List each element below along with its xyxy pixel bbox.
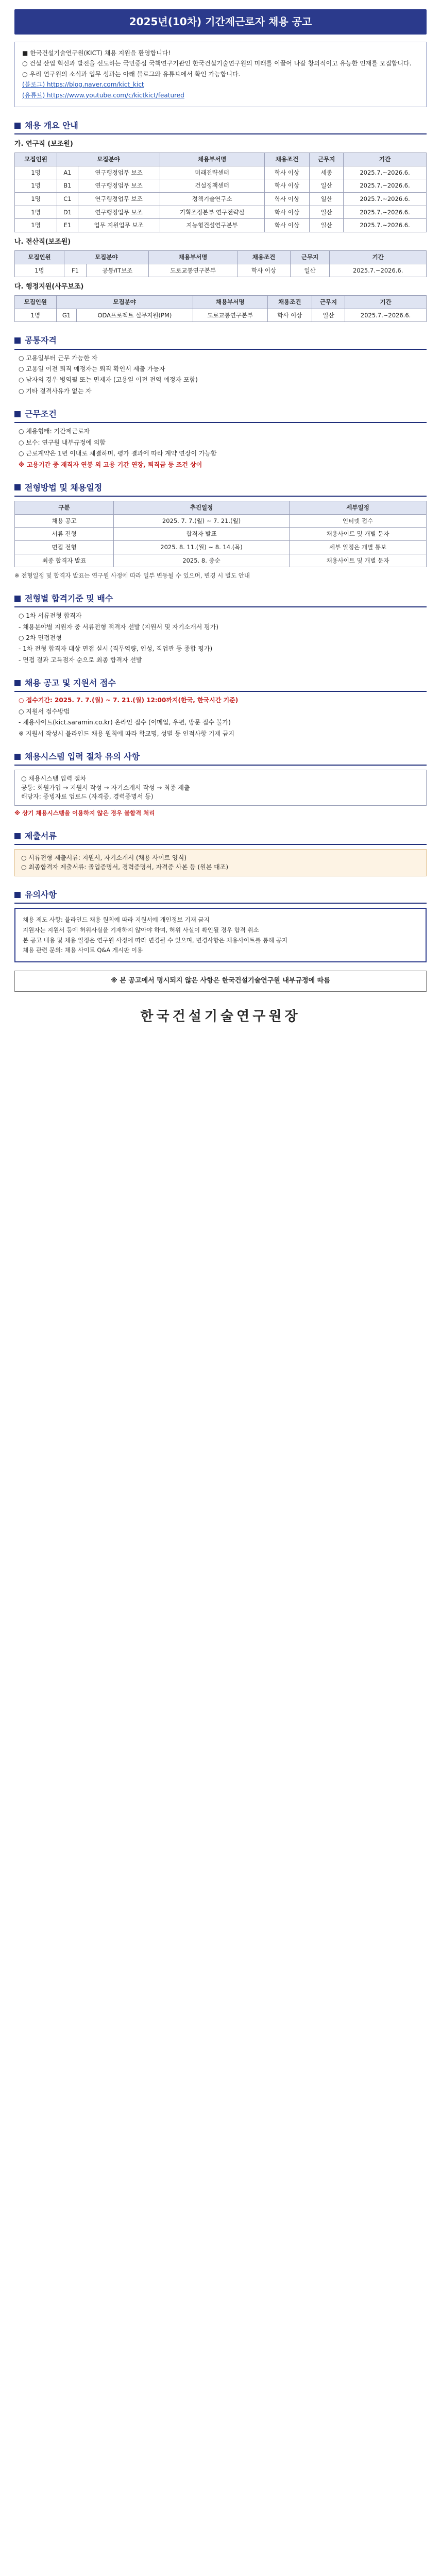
table-row: 1명 D1 연구행정업무 보조 기획조정본부 연구전략실 학사 이상 일산 2025.7.~2026.6. xyxy=(15,206,427,219)
documents-box xyxy=(14,849,427,876)
sub-title-research: 가. 연구직 (보조원) xyxy=(14,140,73,148)
square-icon xyxy=(14,596,21,602)
square-icon xyxy=(14,484,21,490)
application-item: ※ 지원서 작성시 블라인드 채용 원칙에 따라 학교명, 성별 등 인적사항 기재 금지 xyxy=(19,730,234,737)
square-icon xyxy=(14,833,21,839)
square-icon xyxy=(14,892,21,898)
application-period: ○ 접수기간: 2025. 7. 7.(월) ~ 7. 21.(월) 12:00까지(한국, 한국시간 기준) xyxy=(19,697,239,704)
table-row: 최종 합격자 발표 2025. 8. 중순 채용사이트 및 개별 문자 xyxy=(15,554,427,567)
schedule-table: 구분 추진일정 세부일정 채용 공고 2025. 7. 7.(월) ~ 7. 21.(월) 인터넷 접수 서류 전형 합격자 발표 채용사이트 및 개별 문자 면접 전형 2025. 8. 11.(월) ~ 8. 14.(목) 세부 일정은 개별 통보 최종 합격자 발표 2025. 8. 중순 채용사이트 및 개별 문자 xyxy=(14,501,427,567)
condition-item: ○ 보수: 연구원 내부규정에 의함 xyxy=(19,438,106,446)
section-title-documents: 제출서류 xyxy=(14,827,427,845)
table-header: 채용부서명 xyxy=(160,152,264,166)
criteria-item: - 면접 결과 고득점자 순으로 최종 합격자 선발 xyxy=(19,656,142,664)
table-header: 기간 xyxy=(344,152,427,166)
square-icon xyxy=(14,754,21,760)
system-box xyxy=(14,770,427,806)
criteria-item: ○ 2차 면접전형 xyxy=(19,634,62,642)
page-title: 2025년(10차) 기간제근로자 채용 공고 xyxy=(14,9,427,35)
table-row: 면접 전형 2025. 8. 11.(월) ~ 8. 14.(목) 세부 일정은 개별 통보 xyxy=(15,541,427,554)
system-note: ※ 상기 채용시스템을 이용하지 않은 경우 불합격 처리 xyxy=(14,809,155,817)
documents-item: ○ 서류전형 제출서류: 지원서, 자기소개서 (채용 사이트 양식) xyxy=(21,854,187,862)
criteria-item: - 채용분야별 지원자 중 서류전형 적격자 선발 (지원서 및 자기소개서 평가) xyxy=(19,623,219,631)
system-item: 공통: 회원가입 → 지원서 작성 → 자기소개서 작성 → 최종 제출 xyxy=(21,784,190,791)
square-icon xyxy=(14,337,21,344)
table-row: 1명 B1 연구행정업무 보조 건설정책센터 학사 이상 일산 2025.7.~2026.6. xyxy=(15,179,427,193)
table-header: 채용조건 xyxy=(264,152,310,166)
table-row: 1명 E1 업무 지원업무 보조 지능형건설연구본부 학사 이상 일산 2025.7.~2026.6. xyxy=(15,219,427,232)
table-header: 모집인원 xyxy=(15,152,57,166)
qualification-item: ○ 남자의 경우 병역필 또는 면제자 (고용일 이전 전역 예정자 포함) xyxy=(19,376,198,384)
it-table: 모집인원 모집분야 채용부서명 채용조건 근무지 기간 1명 F1 공통/IT보조 도로교통연구본부 학사 이상 일산 2025.7.~2026.6. xyxy=(14,250,427,277)
final-notice: ※ 본 공고에서 명시되지 않은 사항은 한국건설기술연구원 내부규정에 따름 xyxy=(14,971,427,992)
criteria-item: ○ 1차 서류전형 합격자 xyxy=(19,612,82,620)
qualification-item: ○ 고용일 이전 퇴직 예정자는 퇴직 확인서 제출 가능자 xyxy=(19,365,165,372)
condition-item: ○ 근로계약은 1년 이내로 체결하며, 평가 결과에 따라 계약 연장이 가능함 xyxy=(19,450,217,457)
intro-line: ○ 우리 연구원의 소식과 업무 성과는 아래 블로그와 유튜브에서 확인 가능합니다. xyxy=(22,70,241,78)
section-title-qualification: 공통자격 xyxy=(14,331,427,349)
caution-item: 지원자는 지원서 등에 허위사실을 기재하지 않아야 하며, 허위 사실이 확인될 경우 합격 취소 xyxy=(23,926,259,934)
system-item: 해당자: 증빙자료 업로드 (자격증, 경력증명서 등) xyxy=(21,792,154,800)
section-title-schedule: 전형방법 및 채용일정 xyxy=(14,479,427,497)
criteria-item: - 1차 전형 합격자 대상 면접 실시 (직무역량, 인성, 직업관 등 종합 평가) xyxy=(19,645,213,653)
system-item: ○ 채용시스템 입력 절차 xyxy=(21,775,87,783)
section-title-criteria: 전형별 합격기준 및 배수 xyxy=(14,589,427,607)
table-header: 근무지 xyxy=(310,152,344,166)
table-row: 채용 공고 2025. 7. 7.(월) ~ 7. 21.(월) 인터넷 접수 xyxy=(15,514,427,528)
caution-box xyxy=(14,908,427,962)
section-title-application: 채용 공고 및 지원서 접수 xyxy=(14,674,427,692)
section-title-caution: 유의사항 xyxy=(14,886,427,904)
section-title-conditions: 근무조건 xyxy=(14,405,427,423)
section-title-overview: 채용 개요 안내 xyxy=(14,116,427,134)
square-icon xyxy=(14,123,21,129)
table-header: 모집분야 xyxy=(57,152,160,166)
documents-item: ○ 최종합격자 제출서류: 졸업증명서, 경력증명서, 자격증 사본 등 (원본 대조) xyxy=(21,863,229,871)
square-icon xyxy=(14,411,21,417)
intro-box xyxy=(14,42,427,107)
caution-item: 채용 제도 사항: 블라인드 채용 원칙에 따라 지원서에 개인정보 기재 금지 xyxy=(23,916,210,924)
sub-title-admin: 다. 행정지원(사무보조) xyxy=(14,283,84,291)
qualification-item: ○ 고용일부터 근무 가능한 자 xyxy=(19,354,98,362)
table-row: 1명 C1 연구행정업무 보조 정책기술연구소 학사 이상 일산 2025.7.~2026.6. xyxy=(15,193,427,206)
sub-title-it: 나. 전산직(보조원) xyxy=(14,238,71,246)
condition-note: ※ 고용기간 중 재직자 연봉 외 고용 기간 연장, 퇴직금 등 조건 상이 xyxy=(19,461,202,468)
intro-line: ○ 건설 산업 혁신과 발전을 선도하는 국민중심 국책연구기관인 한국건설기술연구원의 미래를 이끌어 나갈 창의적이고 유능한 인재를 모집합니다. xyxy=(22,60,412,67)
table-row: 1명 F1 공통/IT보조 도로교통연구본부 학사 이상 일산 2025.7.~2026.6. xyxy=(15,264,427,277)
caution-item: 본 공고 내용 및 채용 일정은 연구원 사정에 따라 변경될 수 있으며, 변경사항은 채용사이트를 통해 공지 xyxy=(23,936,287,944)
qualification-item: ○ 기타 결격사유가 없는 자 xyxy=(19,387,92,395)
table-row: 1명 G1 ODA프로젝트 실무지원(PM) 도로교통연구본부 학사 이상 일산 2025.7.~2026.6. xyxy=(15,309,427,322)
schedule-note: ※ 전형일정 및 합격자 발표는 연구원 사정에 따라 일부 변동될 수 있으며, 변경 시 별도 안내 xyxy=(14,572,250,580)
table-row: 1명 A1 연구행정업무 보조 미래전략센터 학사 이상 세종 2025.7.~2026.6. xyxy=(15,166,427,179)
caution-item: 채용 관련 문의: 채용 사이트 Q&A 게시판 이용 xyxy=(23,946,143,954)
signature: 한국건설기술연구원장 xyxy=(140,1008,301,1024)
blog-link[interactable]: (블로그) https://blog.naver.com/kict_kict xyxy=(22,81,144,89)
page xyxy=(0,0,441,1047)
section-title-system: 채용시스템 입력 절차 유의 사항 xyxy=(14,748,427,766)
application-item: ○ 지원서 접수방법 xyxy=(19,707,70,715)
square-icon xyxy=(14,680,21,686)
application-item: - 채용사이트(kict.saramin.co.kr) 온라인 접수 (이메일, 우편, 방문 접수 불가) xyxy=(19,719,231,726)
research-table xyxy=(14,152,427,232)
youtube-link[interactable]: (유튜브) https://www.youtube.com/c/kictkict/featured xyxy=(22,91,184,99)
intro-line: ■ 한국건설기술연구원(KICT) 채용 지원을 환영합니다! xyxy=(22,49,171,57)
table-row: 서류 전형 합격자 발표 채용사이트 및 개별 문자 xyxy=(15,528,427,541)
condition-item: ○ 채용형태: 기간제근로자 xyxy=(19,428,90,435)
admin-table: 모집인원 모집분야 채용부서명 채용조건 근무지 기간 1명 G1 ODA프로젝트 실무지원(PM) 도로교통연구본부 학사 이상 일산 2025.7.~2026.6. xyxy=(14,295,427,322)
